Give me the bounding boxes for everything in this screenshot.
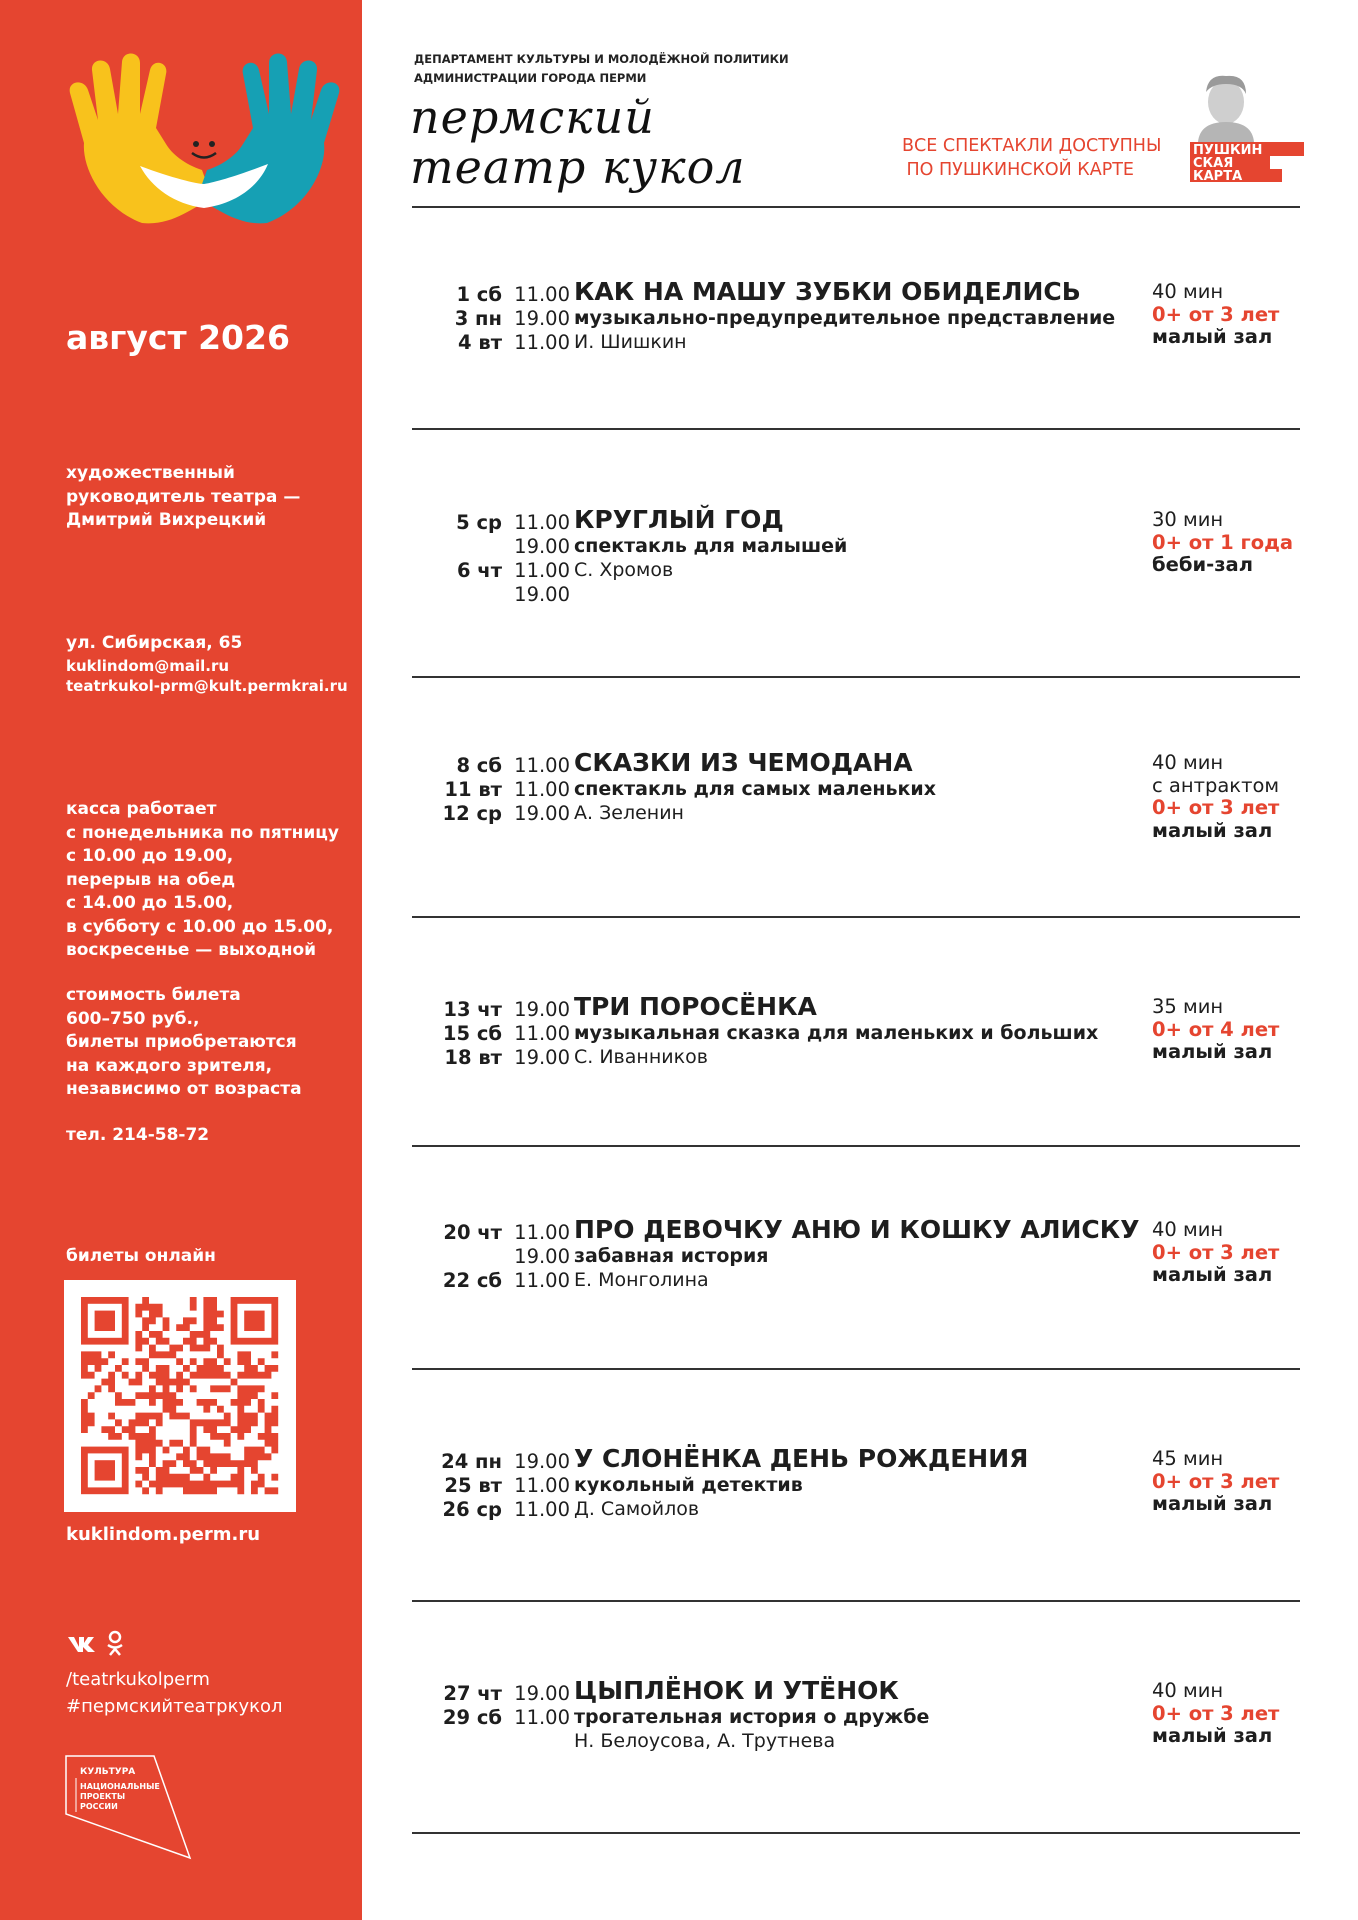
qr-finder-center [244, 1311, 264, 1331]
event-show [574, 1444, 1028, 1521]
event-date: 11 вт [444, 778, 502, 801]
event-genre: трогательная история о дружбе [574, 1706, 930, 1728]
tickets-online-label: билеты онлайн [66, 1246, 216, 1266]
divider [412, 676, 1300, 678]
event-duration: 40 мин [1152, 1679, 1224, 1702]
event-genre: кукольный детектив [574, 1474, 803, 1496]
cashbox-line: перерыв на обед [66, 869, 236, 890]
event-dates [402, 998, 502, 1070]
divider [412, 916, 1300, 918]
event-show [574, 992, 1098, 1069]
cashbox-line: касса работает [66, 799, 217, 819]
event-hall: малый зал [1152, 1263, 1273, 1286]
website-link[interactable]: kuklindom.perm.ru [66, 1524, 261, 1545]
vk-icon[interactable] [68, 1637, 95, 1652]
pushkin-card-logo [1186, 62, 1304, 182]
event-time: 11.00 [514, 1221, 570, 1244]
event-genre: забавная история [574, 1245, 769, 1267]
theatre-name-line: пермский [410, 90, 655, 144]
social-links [66, 1666, 283, 1720]
event-age: 0+ от 4 лет [1152, 1017, 1280, 1041]
event-author: А. Зеленин [574, 802, 684, 824]
event-info [1152, 281, 1279, 349]
event-genre: спектакль для малышей [574, 535, 848, 557]
event-title[interactable]: У СЛОНЁНКА ДЕНЬ РОЖДЕНИЯ [574, 1444, 1029, 1473]
np-line: РОССИИ [80, 1802, 118, 1811]
cashbox-line: воскресенье — выходной [66, 940, 317, 960]
event-time: 11.00 [514, 331, 570, 354]
event-date: 26 ср [442, 1498, 502, 1521]
event-times [492, 283, 570, 355]
event-time: 19.00 [514, 1046, 570, 1069]
event-time: 11.00 [514, 1706, 570, 1729]
sidebar [0, 0, 362, 1920]
price-line: билеты приобретаются [66, 1032, 297, 1052]
event-hall: беби-зал [1152, 553, 1253, 576]
event-title[interactable]: ТРИ ПОРОСЁНКА [574, 992, 817, 1021]
event-note: с антрактом [1152, 773, 1280, 797]
divider [412, 206, 1300, 208]
event-date: 24 пн [441, 1450, 502, 1473]
divider [412, 1368, 1300, 1370]
event-date: 1 сб [456, 283, 502, 306]
event-date: 8 сб [456, 754, 502, 777]
price-line: 600–750 руб., [66, 1008, 200, 1029]
director-line: Дмитрий Вихрецкий [66, 510, 267, 530]
pushkin-logo-line: СКАЯ [1193, 156, 1234, 171]
price-info [66, 984, 302, 1102]
event-time: 19.00 [514, 802, 570, 825]
event-date [402, 583, 502, 607]
director-line: художественный [66, 463, 235, 483]
cashbox-line: с 10.00 до 19.00, [66, 846, 234, 866]
event-dates [402, 283, 502, 355]
event-time: 19.00 [514, 583, 570, 606]
director-info [66, 462, 300, 533]
event-age: 0+ от 3 лет [1152, 1701, 1280, 1725]
event-title[interactable]: СКАЗКИ ИЗ ЧЕМОДАНА [574, 748, 913, 777]
event-time: 19.00 [514, 1450, 570, 1473]
event-age: 0+ от 3 лет [1152, 302, 1280, 326]
qr-code[interactable] [64, 1280, 296, 1512]
event-duration: 40 мин [1152, 1218, 1224, 1241]
event-dates [402, 1221, 502, 1293]
event-date: 29 сб [442, 1706, 502, 1729]
event-date: 18 вт [444, 1046, 502, 1069]
event-date: 13 чт [443, 998, 502, 1021]
event-times [492, 1221, 570, 1293]
event-duration: 30 мин [1152, 508, 1224, 531]
event-title[interactable]: КРУГЛЫЙ ГОД [574, 505, 784, 534]
event-time: 11.00 [514, 778, 570, 801]
director-line: руководитель театра — [66, 486, 301, 507]
department-line: ДЕПАРТАМЕНТ КУЛЬТУРЫ И МОЛОДЁЖНОЙ ПОЛИТИКИ [414, 52, 789, 66]
hashtag[interactable]: #пермскийтеатркукол [66, 1696, 283, 1717]
pushkin-card-notice [902, 134, 1162, 182]
event-show [574, 1215, 1140, 1292]
event-time: 11.00 [514, 1269, 570, 1292]
event-hall: малый зал [1152, 325, 1273, 348]
event-duration: 45 мин [1152, 1447, 1224, 1470]
event-times [492, 1682, 570, 1730]
event-author: Д. Самойлов [574, 1498, 700, 1520]
event-time: 19.00 [514, 1245, 570, 1268]
event-time: 19.00 [514, 1682, 570, 1705]
event-date: 15 сб [442, 1022, 502, 1045]
event-show [574, 277, 1115, 354]
event-times [492, 998, 570, 1070]
event-show [574, 748, 936, 825]
event-info [1152, 1219, 1279, 1287]
email-link[interactable]: teatrkukol-prm@kult.permkrai.ru [66, 676, 348, 695]
event-info [1152, 509, 1293, 577]
cashbox-line: в субботу с 10.00 до 15.00, [66, 916, 334, 937]
event-title[interactable]: КАК НА МАШУ ЗУБКИ ОБИДЕЛИСЬ [574, 277, 1081, 306]
event-times [492, 511, 570, 607]
event-title[interactable]: ЦЫПЛЁНОК И УТЁНОК [574, 1676, 899, 1705]
cashbox-info [66, 798, 339, 963]
event-date [402, 1245, 502, 1269]
event-hall: малый зал [1152, 1040, 1273, 1063]
event-info [1152, 1680, 1279, 1748]
event-times [492, 754, 570, 826]
main-content [362, 0, 1358, 1920]
event-time: 11.00 [514, 559, 570, 582]
event-dates [402, 511, 502, 607]
event-date: 4 вт [458, 331, 502, 354]
event-dates [402, 1682, 502, 1730]
event-age: 0+ от 3 лет [1152, 1469, 1280, 1493]
event-duration: 40 мин [1152, 751, 1224, 774]
divider [412, 428, 1300, 430]
national-projects-logo [64, 1754, 194, 1864]
event-date: 20 чт [443, 1221, 502, 1244]
event-date [402, 535, 502, 559]
event-date: 12 ср [442, 802, 502, 825]
event-time: 19.00 [514, 535, 570, 558]
department-header [414, 50, 789, 88]
event-time: 11.00 [514, 1022, 570, 1045]
pushkin-logo-line: ПУШКИН [1193, 143, 1263, 158]
qr-finder-center [95, 1460, 115, 1480]
pushkin-portrait-icon [1198, 76, 1254, 142]
event-time: 11.00 [514, 1474, 570, 1497]
event-genre: спектакль для самых маленьких [574, 778, 936, 800]
event-date: 25 вт [444, 1474, 502, 1497]
theatre-name [410, 92, 746, 192]
event-genre: музыкально-предупредительное представление [574, 307, 1116, 329]
event-time: 11.00 [514, 283, 570, 306]
event-hall: малый зал [1152, 818, 1273, 842]
event-author: Е. Монголина [574, 1269, 709, 1291]
event-hall: малый зал [1152, 1724, 1273, 1747]
pushkin-notice-line: ВСЕ СПЕКТАКЛИ ДОСТУПНЫ [902, 136, 1162, 156]
np-top-text: КУЛЬТУРА [80, 1767, 136, 1777]
event-author: С. Иванников [574, 1046, 708, 1068]
qr-finder-center [95, 1311, 115, 1331]
event-author: С. Хромов [574, 559, 674, 581]
address: ул. Сибирская, 65 [66, 633, 243, 653]
event-info [1152, 752, 1279, 842]
price-line: независимо от возраста [66, 1079, 302, 1099]
divider [412, 1145, 1300, 1147]
event-date: 5 ср [456, 511, 502, 534]
price-line: стоимость билета [66, 985, 241, 1005]
event-date: 6 чт [456, 559, 502, 582]
event-age: 0+ от 1 года [1152, 530, 1294, 554]
event-genre: музыкальная сказка для маленьких и больших [574, 1022, 1099, 1044]
event-info [1152, 996, 1279, 1064]
event-time: 19.00 [514, 307, 570, 330]
theatre-name-line: театр кукол [410, 140, 746, 194]
event-show [574, 1676, 929, 1753]
event-show [574, 505, 847, 582]
odnoklassniki-icon[interactable] [108, 1632, 122, 1655]
cashbox-line: с понедельника по пятницу [66, 822, 339, 843]
email-link[interactable]: kuklindom@mail.ru [66, 656, 230, 675]
event-dates [402, 754, 502, 826]
month-title: август 2026 [66, 318, 290, 357]
social-handle[interactable]: /teatrkukolperm [66, 1669, 210, 1690]
event-hall: малый зал [1152, 1492, 1273, 1515]
event-time: 11.00 [514, 1498, 570, 1521]
event-author: Н. Белоусова, А. Трутнева [574, 1730, 836, 1752]
event-date: 27 чт [443, 1682, 502, 1705]
social-icons [66, 1630, 146, 1658]
contact-info [66, 632, 348, 696]
np-line: ПРОЕКТЫ [80, 1792, 126, 1801]
qr-code-icon [64, 1280, 296, 1512]
event-info [1152, 1448, 1279, 1516]
event-duration: 40 мин [1152, 280, 1224, 303]
event-time: 11.00 [514, 511, 570, 534]
event-title[interactable]: ПРО ДЕВОЧКУ АНЮ И КОШКУ АЛИСКУ [574, 1215, 1140, 1244]
event-duration: 35 мин [1152, 995, 1224, 1018]
cashbox-line: с 14.00 до 15.00, [66, 893, 234, 913]
event-author: И. Шишкин [574, 331, 687, 353]
np-line: НАЦИОНАЛЬНЫЕ [80, 1782, 160, 1791]
event-date: 22 сб [442, 1269, 502, 1292]
pushkin-logo-line: КАРТА [1193, 169, 1243, 182]
department-line: АДМИНИСТРАЦИИ ГОРОДА ПЕРМИ [414, 71, 647, 85]
event-date: 3 пн [454, 307, 502, 330]
phone[interactable]: тел. 214-58-72 [66, 1125, 210, 1145]
pushkin-notice-line: ПО ПУШКИНСКОЙ КАРТЕ [906, 160, 1134, 180]
hands-logo-icon [62, 48, 347, 238]
event-age: 0+ от 3 лет [1152, 1240, 1280, 1264]
divider [412, 1600, 1300, 1602]
event-time: 19.00 [514, 998, 570, 1021]
event-time: 11.00 [514, 754, 570, 777]
price-line: на каждого зрителя, [66, 1055, 273, 1076]
divider [412, 1832, 1300, 1834]
event-dates [402, 1450, 502, 1522]
event-age: 0+ от 3 лет [1152, 796, 1280, 819]
event-times [492, 1450, 570, 1522]
